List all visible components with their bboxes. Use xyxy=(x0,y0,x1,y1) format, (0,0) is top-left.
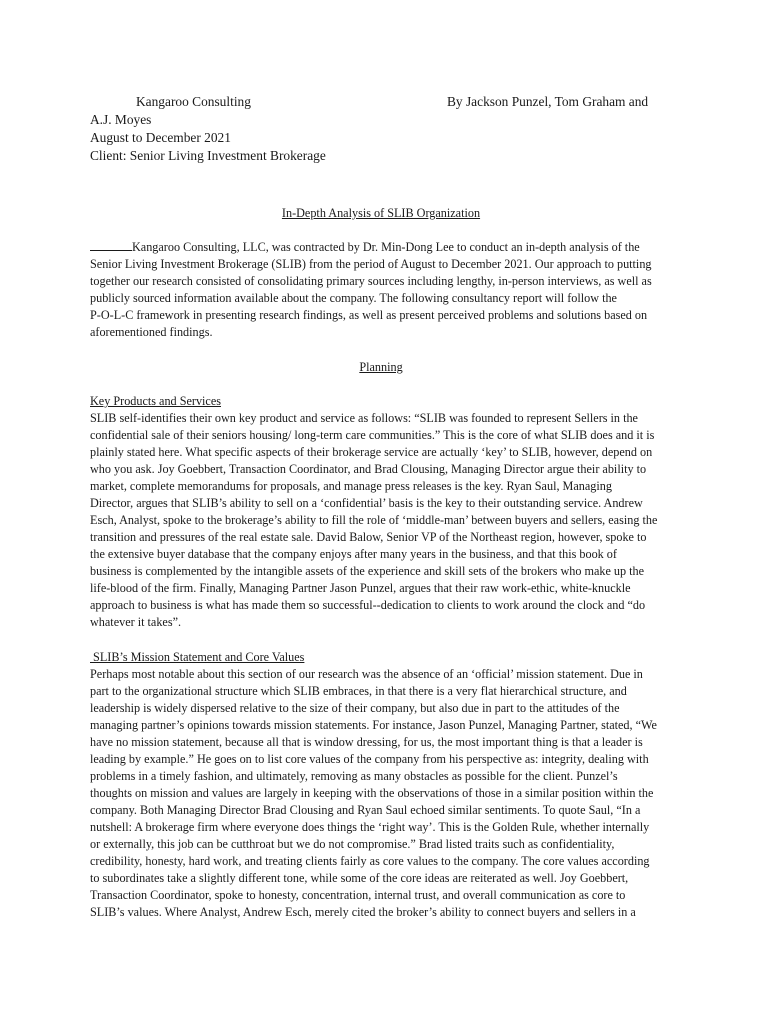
company-name: Kangaroo Consulting xyxy=(136,94,251,109)
header-meta xyxy=(90,111,690,165)
indent-blank xyxy=(90,239,132,251)
intro-line: aforementioned findings. xyxy=(90,325,213,339)
mission-heading: SLIB’s Mission Statement and Core Values xyxy=(90,650,305,664)
mission-line: leading by example.” He goes on to list core values of the company from his perspective as: integrity, dealing with xyxy=(90,752,649,766)
mission-line: credibility, honesty, hard work, and treating clients fairly as core values to the company. The core values according xyxy=(90,854,650,868)
key-products-line: SLIB self-identifies their own key product and service as follows: “SLIB was founded to represent Sellers in the xyxy=(90,411,638,425)
key-products-line: transition and pressures of the real estate sale. David Balow, Senior VP of the Northeast region, however, spoke to xyxy=(90,530,647,544)
key-products-line: Director, argues that SLIB’s ability to sell on a ‘confidential’ basis is the key to their outstanding service. Andrew xyxy=(90,496,643,510)
mission-line: nutshell: A brokerage firm where everyone does things the ‘right way’. This is the Golden Rule, whether internally xyxy=(90,820,650,834)
mission-line: have no mission statement, because all that is window dressing, for us, the most important thing is that a leader is xyxy=(90,735,643,749)
mission-line: part to the organizational structure which SLIB embraces, in that there is a very flat hierarchical structure, and xyxy=(90,684,627,698)
key-products-line: whatever it takes”. xyxy=(90,615,182,629)
intro-paragraph xyxy=(90,239,672,341)
key-products-line: market, complete memorandums for proposals, and manage press releases is the key. Ryan Saul, Managing xyxy=(90,479,612,493)
mission-line: leadership is widely dispersed relative to the size of their company, but also due in part to the attitudes of the xyxy=(90,701,620,715)
client-name: Client: Senior Living Investment Brokerage xyxy=(90,148,326,163)
authors-line-2: A.J. Moyes xyxy=(90,112,152,127)
mission-line: company. Both Managing Director Brad Clousing and Ryan Saul echoed similar sentiments. To quote Saul, “In a xyxy=(90,803,641,817)
key-products-section xyxy=(90,393,672,631)
mission-line: problems in a timely fashion, and ultimately, removing as many obstacles as possible for the client. Punzel’s xyxy=(90,769,618,783)
mission-line: Transaction Coordinator, spoke to honesty, concentration, internal trust, and overall communication as core to xyxy=(90,888,626,902)
key-products-line: plainly stated here. What specific aspects of their brokerage service are actually ‘key’ to SLIB, however, depend on xyxy=(90,445,653,459)
report-dates: August to December 2021 xyxy=(90,130,231,145)
mission-line: to subordinates take a slightly different tone, while some of the core ideas are reiterated as well. Joy Goebbert, xyxy=(90,871,629,885)
intro-line: Senior Living Investment Brokerage (SLIB) from the period of August to December 2021. Our approach to putting xyxy=(90,257,652,271)
mission-line: SLIB’s values. Where Analyst, Andrew Esch, merely cited the broker’s ability to connect buyers and sellers in a xyxy=(90,905,636,919)
intro-line: P-O-L-C framework in presenting research findings, as well as present perceived problems and solutions based on xyxy=(90,308,648,322)
mission-line: Perhaps most notable about this section of our research was the absence of an ‘official’ mission statement. Due in xyxy=(90,667,643,681)
intro-line: together our research consisted of consolidating primary sources including lengthy, in-person interviews, as well as xyxy=(90,274,652,288)
mission-line: or externally, this job can be cutthroat but we do not compromise.” Brad listed traits such as confidentiality, xyxy=(90,837,615,851)
key-products-line: life-blood of the firm. Finally, Managing Partner Jason Punzel, argues that their raw work-ethic, white-knuckle xyxy=(90,581,631,595)
document-title: In-Depth Analysis of SLIB Organization xyxy=(281,206,481,220)
key-products-line: who you ask. Joy Goebbert, Transaction Coordinator, and Brad Clousing, Managing Director argue their ability to xyxy=(90,462,647,476)
mission-line: managing partner’s opinions towards mission statements. For instance, Jason Punzel, Managing Partner, stated, “We xyxy=(90,718,657,732)
planning-heading: Planning xyxy=(359,360,403,374)
key-products-line: confidential sale of their seniors housing/ long-term care communities.” This is the core of what SLIB does and it is xyxy=(90,428,655,442)
key-products-line: approach to business is what has made them so successful--dedication to clients to work around the clock and “do xyxy=(90,598,646,612)
authors-line-1: By Jackson Punzel, Tom Graham and xyxy=(447,94,649,109)
intro-line: Kangaroo Consulting, LLC, was contracted by Dr. Min-Dong Lee to conduct an in-depth analysis of the xyxy=(90,239,672,256)
key-products-line: the extensive buyer database that the company enjoys after many years in the business, and that this book of xyxy=(90,547,617,561)
key-products-line: business is complemented by the intangible assets of the experience and skill sets of the brokers who make up the xyxy=(90,564,645,578)
key-products-line: Esch, Analyst, spoke to the brokerage’s ability to fill the role of ‘middle-man’ between buyers and sellers, easing the xyxy=(90,513,658,527)
key-products-heading: Key Products and Services xyxy=(90,394,221,408)
mission-section xyxy=(90,649,672,921)
mission-line: thoughts on mission and values are largely in keeping with the observations of those in a similar position within the xyxy=(90,786,654,800)
intro-line: publicly sourced information available about the company. The following consultancy report will follow the xyxy=(90,291,617,305)
